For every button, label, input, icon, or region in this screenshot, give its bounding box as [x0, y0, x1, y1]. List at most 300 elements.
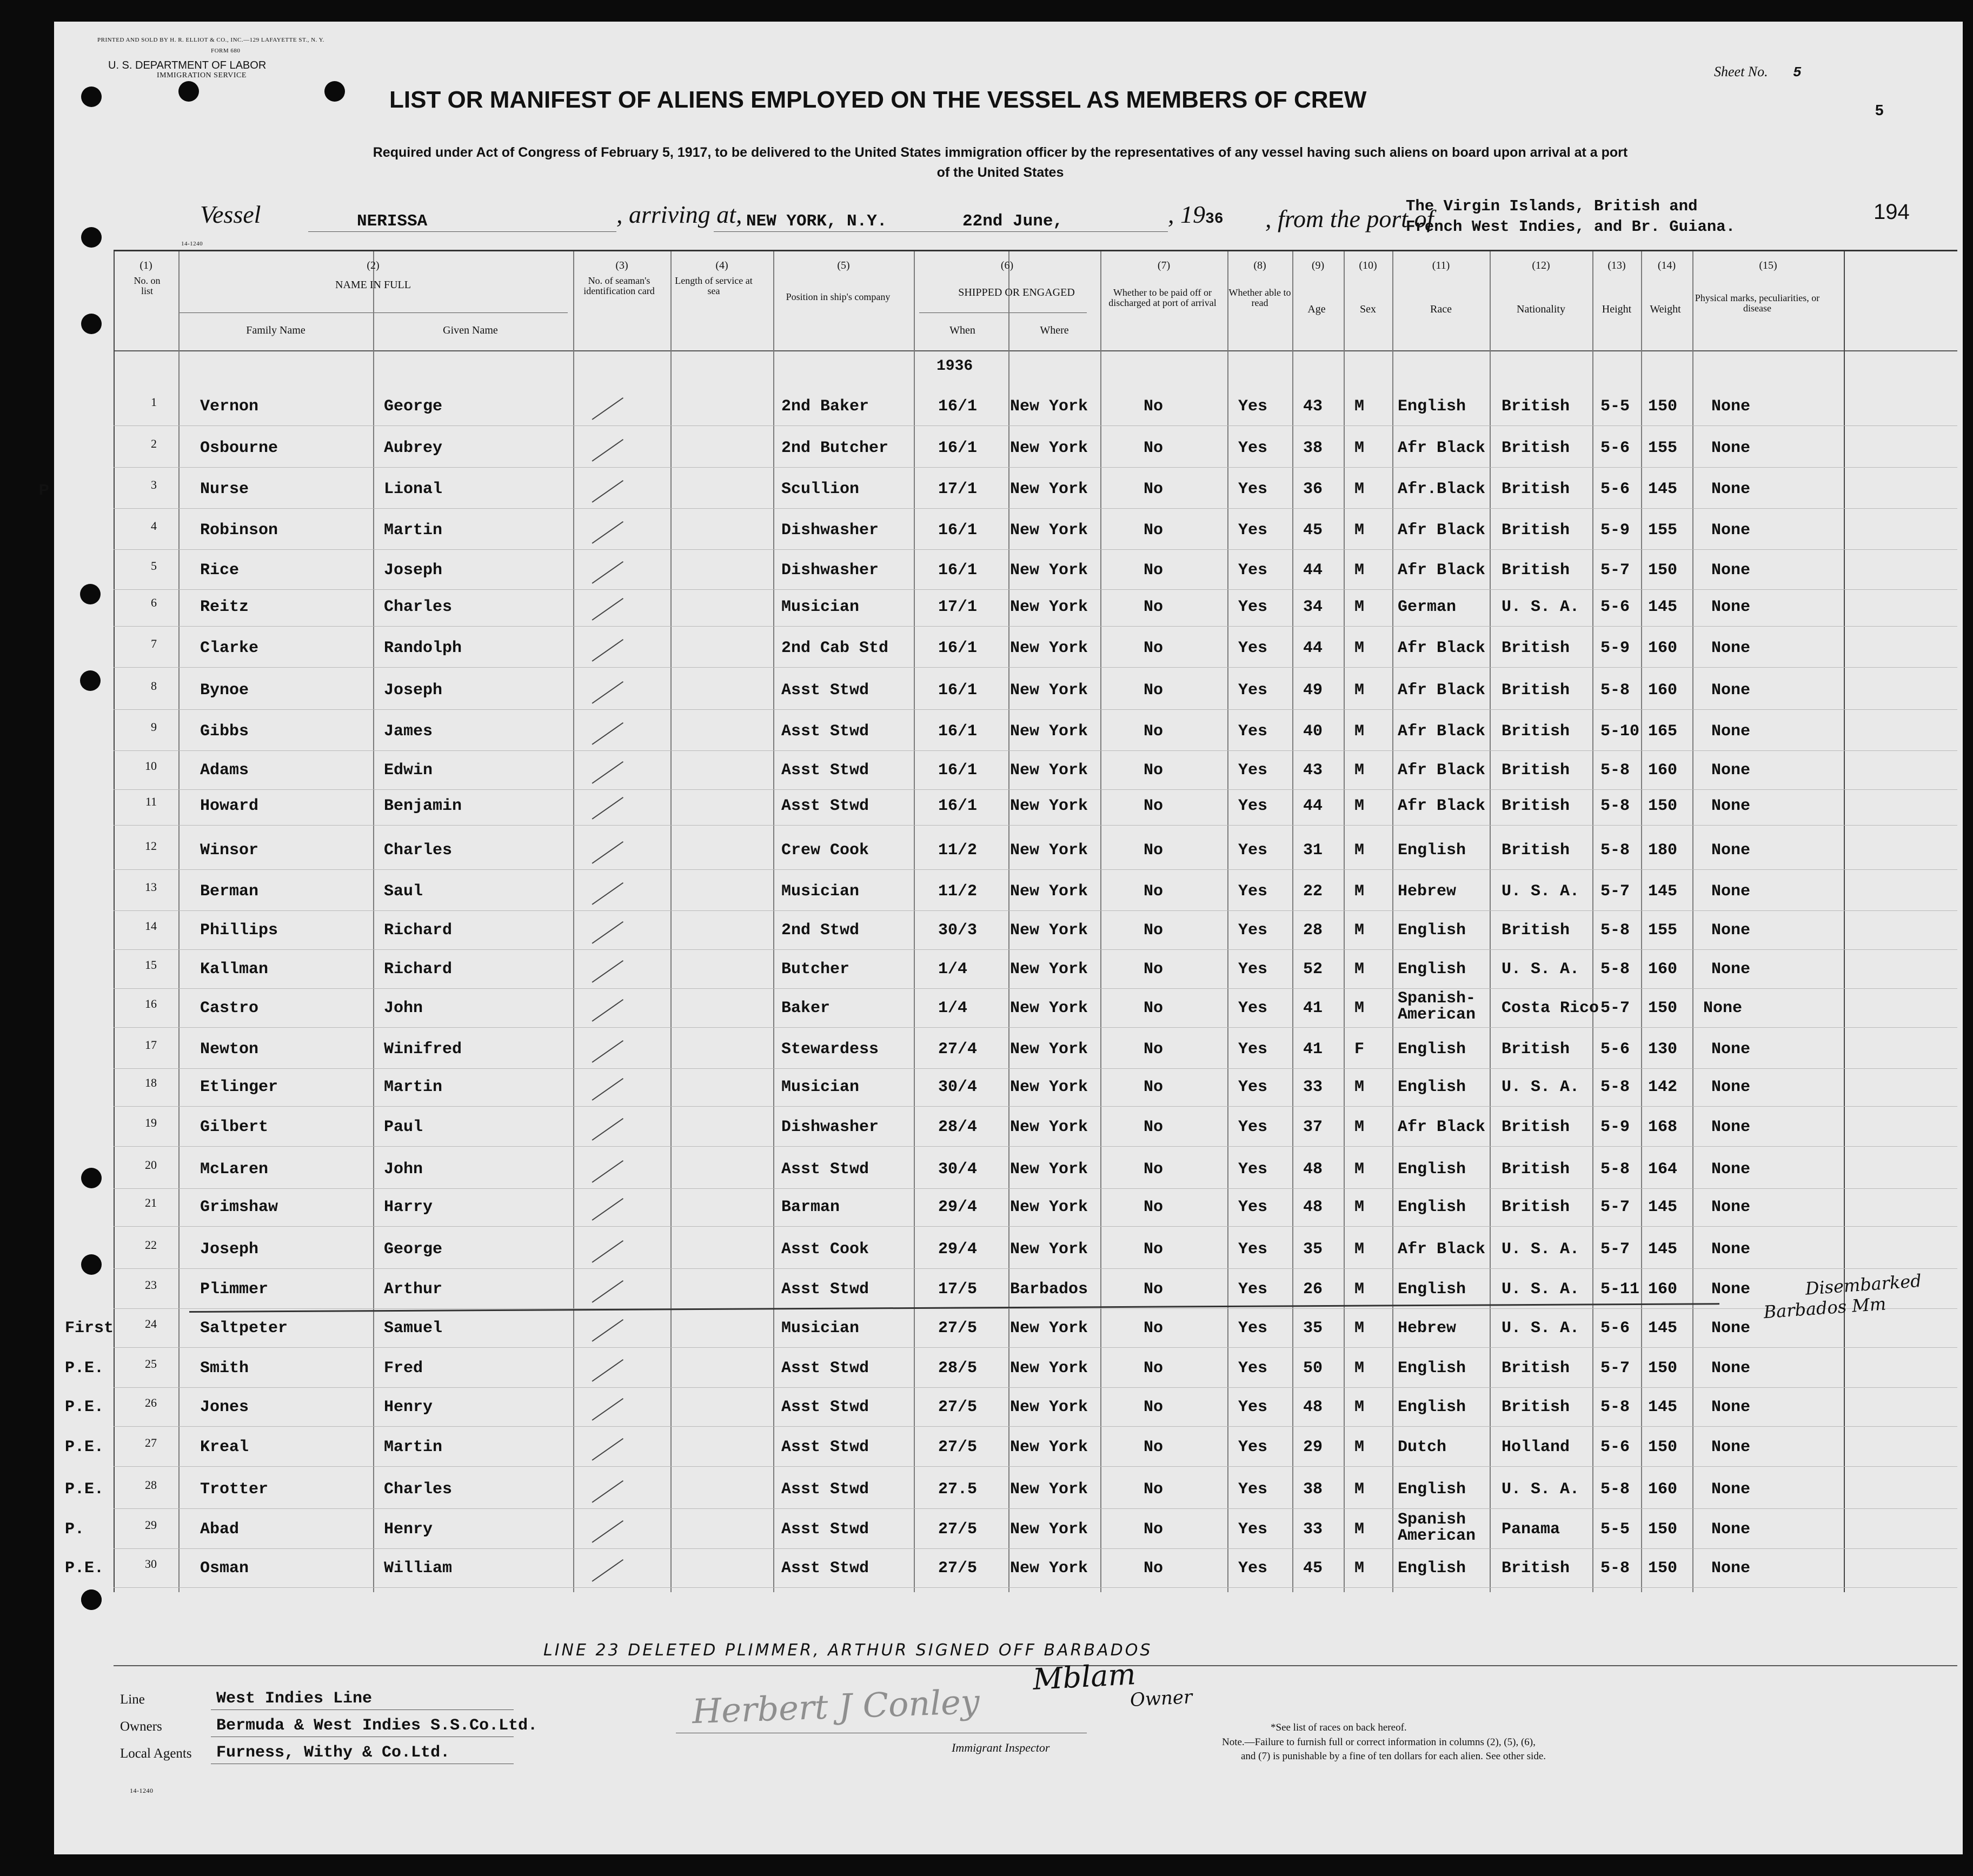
margin-note: P.E. — [65, 1480, 104, 1499]
header-shipped: SHIPPED OR ENGAGED — [958, 287, 1075, 298]
column-rule — [1344, 251, 1345, 1592]
punch-hole — [81, 314, 102, 334]
corner-number: 5 — [1875, 102, 1884, 118]
race: Afr Black — [1398, 561, 1486, 580]
weight: 155 — [1648, 521, 1678, 540]
row-rule — [114, 1508, 1957, 1509]
able-to-read: Yes — [1238, 681, 1268, 700]
family-name: Castro — [200, 999, 259, 1017]
shipped-where: New York — [1010, 1040, 1088, 1059]
row-number: 16 — [145, 997, 157, 1010]
position: Musician — [781, 1078, 860, 1096]
shipped-when: 11/2 — [938, 841, 978, 860]
row-number: 28 — [145, 1478, 157, 1492]
row-rule — [114, 508, 1957, 509]
height: 5-7 — [1600, 882, 1630, 901]
header-given-name: Given Name — [443, 324, 498, 336]
physical-marks: None — [1711, 797, 1751, 815]
physical-marks: None — [1711, 722, 1751, 741]
shipped-when: 16/1 — [938, 797, 978, 815]
paid-off: No — [1144, 1118, 1164, 1136]
row-number: 5 — [151, 559, 157, 573]
from-port-line1: The Virgin Islands, British and — [1406, 197, 1698, 215]
sex: M — [1354, 639, 1365, 657]
weight: 150 — [1648, 561, 1678, 580]
weight: 150 — [1648, 999, 1678, 1017]
position: Dishwasher — [781, 1118, 879, 1136]
paid-off: No — [1144, 921, 1164, 940]
able-to-read: Yes — [1238, 1359, 1268, 1378]
year-note: 1936 — [936, 358, 973, 375]
family-name: Phillips — [200, 921, 278, 940]
sheet-number: 5 — [1793, 64, 1802, 81]
shipped-when: 27/5 — [938, 1319, 978, 1338]
weight: 160 — [1648, 681, 1678, 700]
age: 31 — [1303, 841, 1323, 860]
header-nationality: Nationality — [1517, 303, 1565, 315]
year-suffix: 36 — [1205, 211, 1224, 228]
shipped-where: New York — [1010, 960, 1088, 979]
shipped-when: 16/1 — [938, 681, 978, 700]
given-name: Fred — [384, 1359, 423, 1378]
physical-marks: None — [1711, 1040, 1751, 1059]
id-card-checkmark — [592, 681, 623, 703]
given-name: George — [384, 1240, 443, 1259]
age: 44 — [1303, 797, 1323, 815]
age: 35 — [1303, 1240, 1323, 1259]
physical-marks: None — [1711, 882, 1751, 901]
family-name: McLaren — [200, 1160, 269, 1179]
header-length-service: Length of service at sea — [675, 275, 753, 296]
physical-marks: None — [1711, 1280, 1751, 1299]
position: Musician — [781, 882, 860, 901]
column-rule — [773, 251, 774, 1592]
height: 5-6 — [1600, 1040, 1630, 1059]
able-to-read: Yes — [1238, 999, 1268, 1017]
shipped-when: 16/1 — [938, 521, 978, 540]
id-card-checkmark — [592, 397, 623, 420]
race: English — [1398, 921, 1466, 940]
paid-off: No — [1144, 1198, 1164, 1216]
owner-signature: Mblam — [1032, 1657, 1137, 1697]
row-number: 30 — [145, 1557, 157, 1571]
weight: 168 — [1648, 1118, 1678, 1136]
row-number: 15 — [145, 958, 157, 972]
table-header-rule — [114, 350, 1957, 351]
weight: 164 — [1648, 1160, 1678, 1179]
row-rule — [114, 1027, 1957, 1028]
shipped-when: 16/1 — [938, 761, 978, 780]
given-name: William — [384, 1559, 453, 1578]
height: 5-7 — [1600, 999, 1630, 1017]
age: 38 — [1303, 1480, 1323, 1499]
weight: 145 — [1648, 1319, 1678, 1338]
sex: F — [1354, 1040, 1365, 1059]
row-rule — [114, 1106, 1957, 1107]
given-name: Joseph — [384, 561, 443, 580]
able-to-read: Yes — [1238, 797, 1268, 815]
shipped-when: 27/5 — [938, 1559, 978, 1578]
sex: M — [1354, 1520, 1365, 1539]
family-name: Saltpeter — [200, 1319, 288, 1338]
nationality: British — [1502, 1198, 1570, 1216]
physical-marks: None — [1703, 999, 1743, 1017]
nationality: British — [1502, 561, 1570, 580]
agents-value: Furness, Withy & Co.Ltd. — [216, 1744, 450, 1762]
id-card-checkmark — [592, 1559, 623, 1581]
column-rule — [1008, 251, 1009, 1592]
weight: 145 — [1648, 480, 1678, 498]
paid-off: No — [1144, 841, 1164, 860]
column-number: (12) — [1532, 260, 1550, 271]
given-name: John — [384, 1160, 423, 1179]
able-to-read: Yes — [1238, 1438, 1268, 1456]
height: 5-8 — [1600, 921, 1630, 940]
id-card-checkmark — [592, 1520, 623, 1542]
id-card-checkmark — [592, 1160, 623, 1182]
age: 34 — [1303, 598, 1323, 616]
row-number: 7 — [151, 637, 157, 650]
family-name: Newton — [200, 1040, 259, 1059]
row-rule — [114, 1347, 1957, 1348]
shipped-when: 17/5 — [938, 1280, 978, 1299]
penalty-note-2: and (7) is punishable by a fine of ten dollars for each alien. See other side. — [1241, 1751, 1546, 1762]
given-name: Arthur — [384, 1280, 443, 1299]
position: Butcher — [781, 960, 850, 979]
id-card-checkmark — [592, 1319, 623, 1341]
paid-off: No — [1144, 1520, 1164, 1539]
header-sex: Sex — [1360, 303, 1376, 315]
shipped-when: 27/4 — [938, 1040, 978, 1059]
sex: M — [1354, 1198, 1365, 1216]
age: 41 — [1303, 999, 1323, 1017]
margin-note: P.E. — [65, 1559, 104, 1578]
paid-off: No — [1144, 1480, 1164, 1499]
sex: M — [1354, 1359, 1365, 1378]
disembarked-line1: Disembarked — [1804, 1270, 1922, 1299]
form-number: FORM 680 — [211, 48, 241, 54]
row-number: 27 — [145, 1436, 157, 1449]
physical-marks: None — [1711, 1359, 1751, 1378]
able-to-read: Yes — [1238, 439, 1268, 457]
shipped-when: 28/4 — [938, 1118, 978, 1136]
nationality: British — [1502, 1398, 1570, 1416]
height: 5-8 — [1600, 1398, 1630, 1416]
margin-note: First — [65, 1319, 114, 1338]
height: 5-8 — [1600, 797, 1630, 815]
paid-off: No — [1144, 681, 1164, 700]
form-code: 14-1240 — [181, 241, 203, 247]
races-note: *See list of races on back hereof. — [1271, 1722, 1407, 1733]
family-name: Gilbert — [200, 1118, 269, 1136]
nationality: British — [1502, 681, 1570, 700]
row-rule — [114, 589, 1957, 590]
height: 5-6 — [1600, 1438, 1630, 1456]
able-to-read: Yes — [1238, 761, 1268, 780]
age: 29 — [1303, 1438, 1323, 1456]
inspector-label: Immigrant Inspector — [952, 1741, 1050, 1754]
header-marks: Physical marks, peculiarities, or disease — [1695, 292, 1820, 314]
race: Afr Black — [1398, 639, 1486, 657]
sex: M — [1354, 681, 1365, 700]
nationality: British — [1502, 480, 1570, 498]
row-rule — [114, 1387, 1957, 1388]
age: 43 — [1303, 761, 1323, 780]
row-rule — [114, 425, 1957, 426]
column-rule — [114, 251, 115, 1592]
race: English — [1398, 1280, 1466, 1299]
from-label: , from the port of — [1265, 205, 1434, 232]
family-name: Kreal — [200, 1438, 249, 1456]
paid-off: No — [1144, 1438, 1164, 1456]
row-rule — [114, 626, 1957, 627]
shipped-where: New York — [1010, 1118, 1088, 1136]
shipped-where: New York — [1010, 882, 1088, 901]
age: 41 — [1303, 1040, 1323, 1059]
row-number: 10 — [145, 759, 157, 773]
race: Afr Black — [1398, 521, 1486, 540]
punch-hole — [81, 1254, 102, 1275]
height: 5-8 — [1600, 841, 1630, 860]
shipped-when: 27/5 — [938, 1438, 978, 1456]
race: Afr.Black — [1398, 480, 1486, 498]
able-to-read: Yes — [1238, 921, 1268, 940]
row-number: 3 — [151, 478, 157, 491]
nationality: British — [1502, 1359, 1570, 1378]
id-card-checkmark — [592, 1118, 623, 1140]
height: 5-6 — [1600, 1319, 1630, 1338]
header-where: Where — [1040, 324, 1069, 336]
paid-off: No — [1144, 639, 1164, 657]
agents-label: Local Agents — [120, 1746, 192, 1761]
family-name: Clarke — [200, 639, 259, 657]
shipped-where: New York — [1010, 639, 1088, 657]
given-name: Samuel — [384, 1319, 443, 1338]
nationality: British — [1502, 921, 1570, 940]
year-label — [1168, 200, 1224, 229]
weight: 145 — [1648, 882, 1678, 901]
physical-marks: None — [1711, 1559, 1751, 1578]
row-number: 25 — [145, 1357, 157, 1371]
able-to-read: Yes — [1238, 521, 1268, 540]
given-name: George — [384, 397, 443, 416]
shipped-when: 1/4 — [938, 999, 968, 1017]
position: Asst Stwd — [781, 761, 869, 780]
able-to-read: Yes — [1238, 960, 1268, 979]
given-name: Martin — [384, 1438, 443, 1456]
height: 5-5 — [1600, 397, 1630, 416]
row-rule — [114, 1426, 1957, 1427]
height: 5-8 — [1600, 1480, 1630, 1499]
weight: 145 — [1648, 598, 1678, 616]
height: 5-7 — [1600, 1359, 1630, 1378]
header-able-read: Whether able to read — [1228, 287, 1291, 308]
race: Spanish- — [1398, 989, 1476, 1008]
page-stamp: 194 — [1874, 200, 1910, 224]
row-rule — [114, 910, 1957, 911]
row-rule — [114, 750, 1957, 751]
age: 35 — [1303, 1319, 1323, 1338]
nationality: British — [1502, 639, 1570, 657]
height: 5-7 — [1600, 1198, 1630, 1216]
sex: M — [1354, 921, 1365, 940]
row-rule — [114, 825, 1957, 826]
given-name: Benjamin — [384, 797, 462, 815]
year-prefix: , 19 — [1168, 201, 1205, 228]
age: 52 — [1303, 960, 1323, 979]
weight: 150 — [1648, 1359, 1678, 1378]
race: Dutch — [1398, 1438, 1447, 1456]
column-rule — [373, 251, 374, 1592]
able-to-read: Yes — [1238, 397, 1268, 416]
column-rule — [1641, 251, 1642, 1592]
able-to-read: Yes — [1238, 561, 1268, 580]
id-card-checkmark — [592, 1480, 623, 1502]
given-name: Charles — [384, 1480, 453, 1499]
race: Hebrew — [1398, 1319, 1457, 1338]
able-to-read: Yes — [1238, 480, 1268, 498]
id-card-checkmark — [592, 1438, 623, 1460]
family-name: Robinson — [200, 521, 278, 540]
height: 5-6 — [1600, 480, 1630, 498]
position: Musician — [781, 1319, 860, 1338]
shipped-where: New York — [1010, 1438, 1088, 1456]
paid-off: No — [1144, 561, 1164, 580]
header-paid-off: Whether to be paid off or discharged at port of arrival — [1108, 287, 1217, 308]
sex: M — [1354, 1160, 1365, 1179]
race: English — [1398, 1359, 1466, 1378]
nationality: U. S. A. — [1502, 1240, 1580, 1259]
able-to-read: Yes — [1238, 1160, 1268, 1179]
race-line2: American — [1398, 1006, 1476, 1024]
nationality: British — [1502, 1040, 1570, 1059]
family-name: Berman — [200, 882, 259, 901]
able-to-read: Yes — [1238, 639, 1268, 657]
header-weight: Weight — [1650, 303, 1681, 315]
race: Afr Black — [1398, 1118, 1486, 1136]
height: 5-7 — [1600, 1240, 1630, 1259]
able-to-read: Yes — [1238, 1198, 1268, 1216]
shipped-where: New York — [1010, 1078, 1088, 1096]
nationality: U. S. A. — [1502, 1480, 1580, 1499]
row-number: 22 — [145, 1238, 157, 1252]
column-number: (13) — [1607, 260, 1626, 271]
department-name: U. S. DEPARTMENT OF LABOR — [108, 59, 267, 71]
nationality: Panama — [1502, 1520, 1560, 1539]
page-title: LIST OR MANIFEST OF ALIENS EMPLOYED ON THE VESSEL AS MEMBERS OF CREW — [389, 87, 1367, 113]
position: Musician — [781, 598, 860, 616]
column-rule — [914, 251, 915, 1592]
page-subtitle-2: of the United States — [936, 165, 1064, 180]
shipped-when: 17/1 — [938, 480, 978, 498]
id-card-checkmark — [592, 1280, 623, 1302]
sex: M — [1354, 1280, 1365, 1299]
nationality: British — [1502, 521, 1570, 540]
id-card-checkmark — [592, 797, 623, 819]
weight: 165 — [1648, 722, 1678, 741]
weight: 160 — [1648, 639, 1678, 657]
paid-off: No — [1144, 598, 1164, 616]
column-number: (10) — [1359, 260, 1377, 271]
header-race: Race — [1430, 303, 1452, 315]
physical-marks: None — [1711, 1078, 1751, 1096]
race: Afr Black — [1398, 681, 1486, 700]
nationality: British — [1502, 1160, 1570, 1179]
paid-off: No — [1144, 1319, 1164, 1338]
height: 5-8 — [1600, 761, 1630, 780]
row-number: 1 — [151, 395, 157, 409]
shipped-when: 16/1 — [938, 439, 978, 457]
penalty-note-1: Note.—Failure to furnish full or correct information in columns (2), (5), (6), — [1222, 1737, 1536, 1748]
paid-off: No — [1144, 480, 1164, 498]
shipped-when: 27.5 — [938, 1480, 978, 1499]
service-name: IMMIGRATION SERVICE — [157, 71, 247, 79]
port-underline — [714, 231, 1168, 232]
sex: M — [1354, 797, 1365, 815]
arriving-label: , arriving at, — [616, 201, 742, 228]
header-when: When — [949, 324, 975, 336]
header-age: Age — [1307, 303, 1326, 315]
position: Asst Cook — [781, 1240, 869, 1259]
shipped-where: New York — [1010, 722, 1088, 741]
row-number: 13 — [145, 880, 157, 894]
able-to-read: Yes — [1238, 1118, 1268, 1136]
shipped-where: New York — [1010, 921, 1088, 940]
sex: M — [1354, 960, 1365, 979]
printer-imprint: PRINTED AND SOLD BY H. R. ELLIOT & CO., INC.—129 LAFAYETTE ST., N. Y. — [97, 37, 324, 43]
age: 33 — [1303, 1520, 1323, 1539]
column-rule — [1100, 251, 1101, 1592]
position: 2nd Baker — [781, 397, 869, 416]
shipped-when: 16/1 — [938, 397, 978, 416]
row-rule — [114, 1146, 1957, 1147]
row-rule — [114, 949, 1957, 950]
vessel-underline — [308, 231, 616, 232]
id-card-checkmark — [592, 921, 623, 943]
punch-hole — [81, 227, 102, 248]
column-number: (5) — [837, 260, 850, 271]
position: Barman — [781, 1198, 840, 1216]
position: Asst Stwd — [781, 1280, 869, 1299]
height: 5-9 — [1600, 639, 1630, 657]
row-number: 26 — [145, 1396, 157, 1409]
disembarked-place: Barbados — [1763, 1296, 1848, 1323]
column-number: (11) — [1432, 260, 1450, 271]
sex: M — [1354, 999, 1365, 1017]
column-number: (1) — [139, 260, 152, 271]
row-rule — [114, 869, 1957, 870]
physical-marks: None — [1711, 397, 1751, 416]
paid-off: No — [1144, 1359, 1164, 1378]
nationality: British — [1502, 797, 1570, 815]
column-rule — [1227, 251, 1228, 1592]
shipped-when: 29/4 — [938, 1198, 978, 1216]
id-card-checkmark — [592, 960, 623, 982]
sex: M — [1354, 1078, 1365, 1096]
position: Stewardess — [781, 1040, 879, 1059]
race: Afr Black — [1398, 1240, 1486, 1259]
given-name: James — [384, 722, 433, 741]
position: Asst Stwd — [781, 681, 869, 700]
header-name-in-full: NAME IN FULL — [335, 279, 411, 291]
family-name: Abad — [200, 1520, 240, 1539]
nationality: U. S. A. — [1502, 882, 1580, 901]
sex: M — [1354, 761, 1365, 780]
physical-marks: None — [1711, 439, 1751, 457]
position: Asst Stwd — [781, 722, 869, 741]
shipped-when: 16/1 — [938, 561, 978, 580]
id-card-checkmark — [592, 761, 623, 783]
